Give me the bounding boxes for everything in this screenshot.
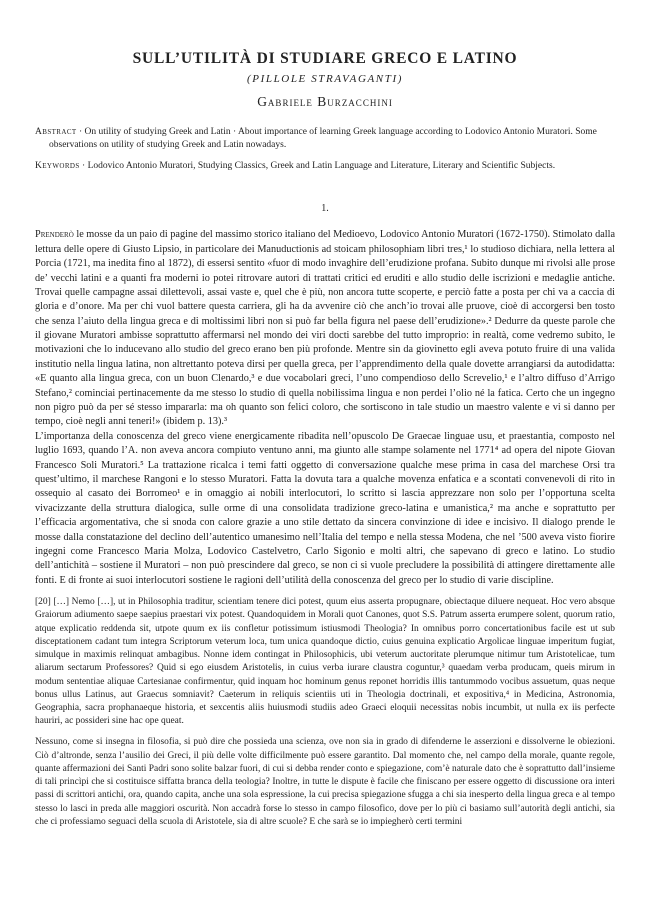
body-paragraph-1 bbox=[35, 228, 615, 429]
article-subtitle: (PILLOLE STRAVAGANTI) bbox=[247, 73, 403, 85]
section-number: 1. bbox=[321, 203, 329, 215]
abstract-label: Abstract bbox=[35, 127, 77, 137]
keywords bbox=[35, 160, 615, 173]
abstract bbox=[35, 126, 615, 152]
article-title: SULL’UTILITÀ DI STUDIARE GRECO E LATINO bbox=[132, 50, 518, 67]
latin-quotation: [20] […] Nemo […], ut in Philosophia traditur, scientiam tenere dici potest, quum eius asserta propugnare, obiectaque diluere nequeat. Hoc vero absque Graiorum adiumento saepe saepius praestari vix potest. Quandoquidem in Morali quot Canones, quot S.S. Patrum asserta erumpere solent, quorum ratio, atque explicatio reddenda sit, utpote quum ex iis confletur potissimum istiusmodi Theologia? In omnibus porro concertationibus facile est ut sub disceptationem cadant tum integra Scriptorum veterum loca, tum unica quandoque dictio, cuius genuina explicatio Argolicae linguae imperitum fugiat, simulque in maximis relinquat ambagibus. Nonne idem contingat in Philosophicis, ubi veterum auctoritate plerumque nitimur tum Aristotelicae, tum aliarum sectarum Professores? Quid si ego eiusdem Aristotelis, in cuius verba iurare claustra coguntur,³ quaedam verba producam, queis mirum in modum sententiae aliquae Cartesianae confirmentur, quid inquam hoc hominum genus reponet horridis illis tantummodo vocibus assuetum, quas neque bonus ullus Latinus, aut Graecus somniavit? Caeterum in reliquis scientiis uti in Theologia doctrinali, et expositiva,⁴ in Medicina, Astronomia, Geographia, sacra prophanaeque historia, et sexcentis aliis huiusmodi studiis adeo Graeci eloquii necessitas nobis incumbit, ut nulla ex iis perfecte hauriri, ac possideri sine hac ope queat. bbox=[35, 597, 615, 727]
author-name: Gabriele Burzacchini bbox=[257, 94, 393, 109]
abstract-text: · On utility of studying Greek and Latin · About importance of learning Greek language according to Lodovico Antonio Muratori. Some observations on utility of studying Greek and Latin nowadays. bbox=[49, 127, 597, 151]
italian-translation: Nessuno, come si insegna in filosofia, si può dire che possieda una scienza, ove non sia in grado di difenderne le asserzioni e dissolverne le obiezioni. Ciò d’altronde, senza l’ausilio dei Greci, il più delle volte difficilmente può essere garantito. Dal momento che, nel campo della morale, quante regole, quante affermazioni dei Santi Padri sono solite balzar fuori, di cui si debba render conto e spiegazione, com’è naturale dato che è soprattutto dall’insieme di tali princìpi che si costituisce siffatta branca della teologia? Inoltre, in tutte le dispute è facile che finiscano per essere oggetto di discussione ora interi passi di scrittori antichi, ora, quando capita, anche una sola espressione, la cui precisa spiegazione sfugga a chi sia inesperto della lingua greca e al tempo stesso lo lasci in preda alle maggiori oscurità. Non accadrà forse lo stesso in campo filosofico, dove per lo più ci basiamo sull’autorità degli antichi, sia che ci professiamo seguaci della scuola di Aristotele, sia di altre scuole? E che sarà se io impiegherò certi termini bbox=[35, 737, 615, 827]
keywords-text: · Lodovico Antonio Muratori, Studying Classics, Greek and Latin Language and Literature, Literary and Scientific Subjects. bbox=[82, 161, 556, 172]
lead-word: Prenderò bbox=[35, 229, 74, 241]
paragraph-1-text: le mosse da un paio di pagine del massimo storico italiano del Medioevo, Lodovico Antonio Muratori (1672-1750). Stimolato dalla lettura delle opere di Giusto Lipsio, in particolare dei Manuductionis ad stoicam philosophiam libri tres,¹ lo studioso dichiara, nella lettera al Porcia (1721, ma inedita fino al 1872), di essersi sentito «fuor di modo invaghire dell’erudizione profana. Subito dunque mi rivolsi alle prose de’ vecchi latini e a quanti fra moderni io potei ritrovare autori di trattati critici ed eruditi e allo studio delle iscrizioni e medaglie antiche. Trovai quelle campagne assai dilettevoli, assai vaste e, quel che è più, non ancora tutte scoperte, e perciò fatte a posta per chi va a caccia di gloria e d’onore. Ma per chi vuol battere questa carriera, gli ha da avvenire ciò che anch’io trovai alle pruove, cioè di accorgersi ben tosto che senza l’aiuto della lingua greca e di moltissimi libri non si può far bella figura nel paese dell’erudizione».² Dedurre da queste parole che il giovane Muratori ambisse soprattutto affermarsi nel mondo dei viri docti sarebbe del tutto improprio: in realtà, come vedremo subito, le motivazioni che lo inducevano allo studio del greco erano ben più profonde. Mentre sin da giovinetto egli aveva potuto fruire di una valida institutio nella lingua latina, non altrettanto poteva dirsi per quella greca, per l’apprendimento della quale dovette arrangiarsi da autodidatta: «E quanto alla lingua greca, con un buon Clenardo,³ e due vocabolari greci, l’uno compendioso dello Screvelio,¹ e l’altro diffuso d’Arrigo Stefano,² cominciai pertinacemente da me stesso lo studio di quella nobilissima lingua e non perdei l’olio né la fatica. Certo che un ingegno non pigro può da per sé stesso impararla: ma oh quanto son felici coloro, che sortiscono in tale studio un maestro valente e vi si danno per tempo, cioè negli anni teneri!» (ibidem p. 13).³ bbox=[35, 229, 616, 428]
body-paragraph-2: L’importanza della conoscenza del greco viene energicamente ribadita nell’opuscolo De Graecae linguae usu, et praestantia, composto nel luglio 1693, quando l’A. non aveva ancora compiuto ventuno anni, ma giunto alle stampe solamente nel 1771⁴ ad opera del nipote Giovan Francesco Soli Muratori.⁵ La trattazione ricalca i temi fatti oggetto di conversazione qualche mese prima in casa del marchese Orsi tra quest’ultimo, il marchese Rangoni e lo stesso Muratori. Fatta la dovuta tara a qualche movenza enfatica e a scontati convenevoli di rito in ossequio al casato dei Borromeo¹ e in omaggio ai nobili interlocutori, lo scritto si lascia apprezzare non solo per l’opportuna scelta vivacizzante della struttura dialogica, sulle orme di una consolidata tradizione greco-latina e umanistica,² ma anche e soprattutto per l’efficacia argomentativa, che si snoda con calore grazie a uno stile dettato da sincera convinzione di idee e incisivo. Il dialogo prende le mosse dalla constatazione del declino dell’autentico umanesimo nell’Italia del tempo e nella stessa Modena, che nel ’500 aveva visto fiorire ingegni come Francesco Maria Molza, Lodovico Castelvetro, Carlo Sigonio e molti altri, che sapevano di greco e latino. Lo studio dell’antichità – sostiene il Muratori – non può prescindere dal greco, se non ci si vuole precludere la possibilità di attingere direttamente alle fonti. E di fronte ai suoi interlocutori sostiene le ragioni dell’utilità della conoscenza del greco per lo studio di varie discipline. bbox=[35, 430, 615, 586]
keywords-label: Keywords bbox=[35, 161, 80, 172]
